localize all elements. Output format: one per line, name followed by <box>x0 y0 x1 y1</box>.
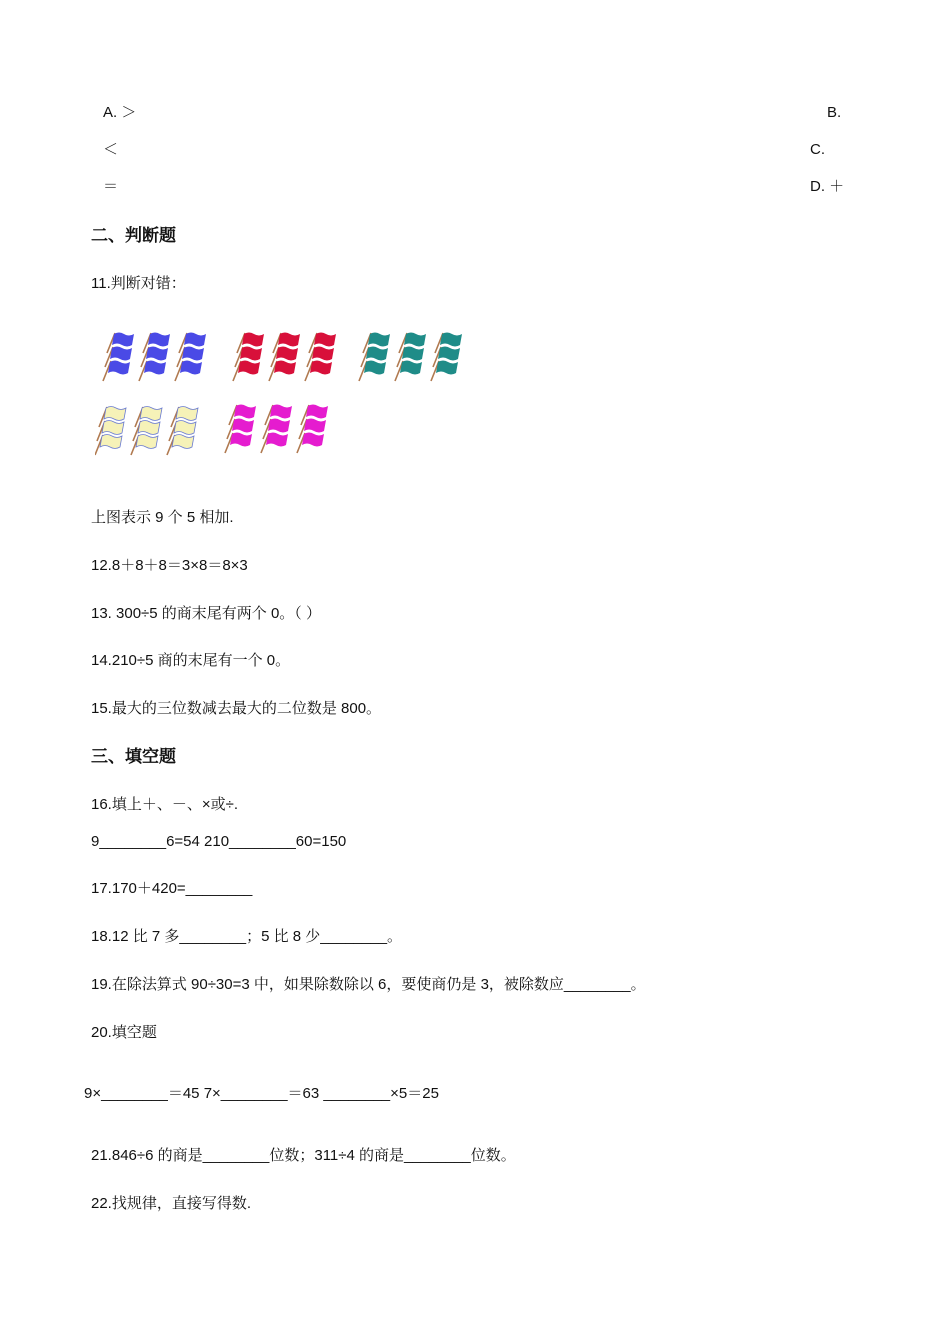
option-d: D. ＋ <box>810 178 845 195</box>
flag-group <box>233 333 336 382</box>
question-20-line: 9×________＝45 7×________＝63 ________×5＝25 <box>84 1085 439 1102</box>
flag-group <box>225 405 328 454</box>
question-14: 14.210÷5 商的末尾有一个 0。 <box>91 652 291 669</box>
section-3-title: 三、填空题 <box>91 747 176 767</box>
question-11-label: 11.判断对错： <box>91 275 186 292</box>
question-21: 21.846÷6 的商是________位数；311÷4 的商是________位数。 <box>91 1147 516 1164</box>
question-13: 13. 300÷5 的商末尾有两个 0。（ ） <box>91 605 321 622</box>
option-a: A. ＞ <box>103 104 137 121</box>
question-22: 22.找规律，直接写得数. <box>91 1195 252 1212</box>
flag-group <box>359 333 462 382</box>
option-c: C. <box>810 141 825 158</box>
question-11-text: 上图表示 9 个 5 相加. <box>91 509 234 526</box>
question-19: 19.在除法算式 90÷30=3 中，如果除数除以 6，要使商仍是 3，被除数应________。 <box>91 976 646 993</box>
question-15: 15.最大的三位数减去最大的二位数是 800。 <box>91 700 382 717</box>
flag-group <box>95 407 198 456</box>
flags-illustration <box>95 325 475 465</box>
option-b: B. <box>827 104 842 121</box>
question-20-label: 20.填空题 <box>91 1024 157 1041</box>
question-17: 17.170＋420=________ <box>91 880 253 897</box>
option-b-symbol: ＜ <box>103 141 119 158</box>
question-16-line: 9________6=54 210________60=150 <box>91 833 347 850</box>
question-12: 12.8＋8＋8＝3×8＝8×3 <box>91 557 248 574</box>
option-c-symbol: ＝ <box>103 178 119 195</box>
section-2-title: 二、判断题 <box>91 226 176 246</box>
flag-group <box>103 333 206 382</box>
question-18: 18.12 比 7 多________；5 比 8 少________。 <box>91 928 403 945</box>
question-16-label: 16.填上＋、－、×或÷. <box>91 796 239 813</box>
